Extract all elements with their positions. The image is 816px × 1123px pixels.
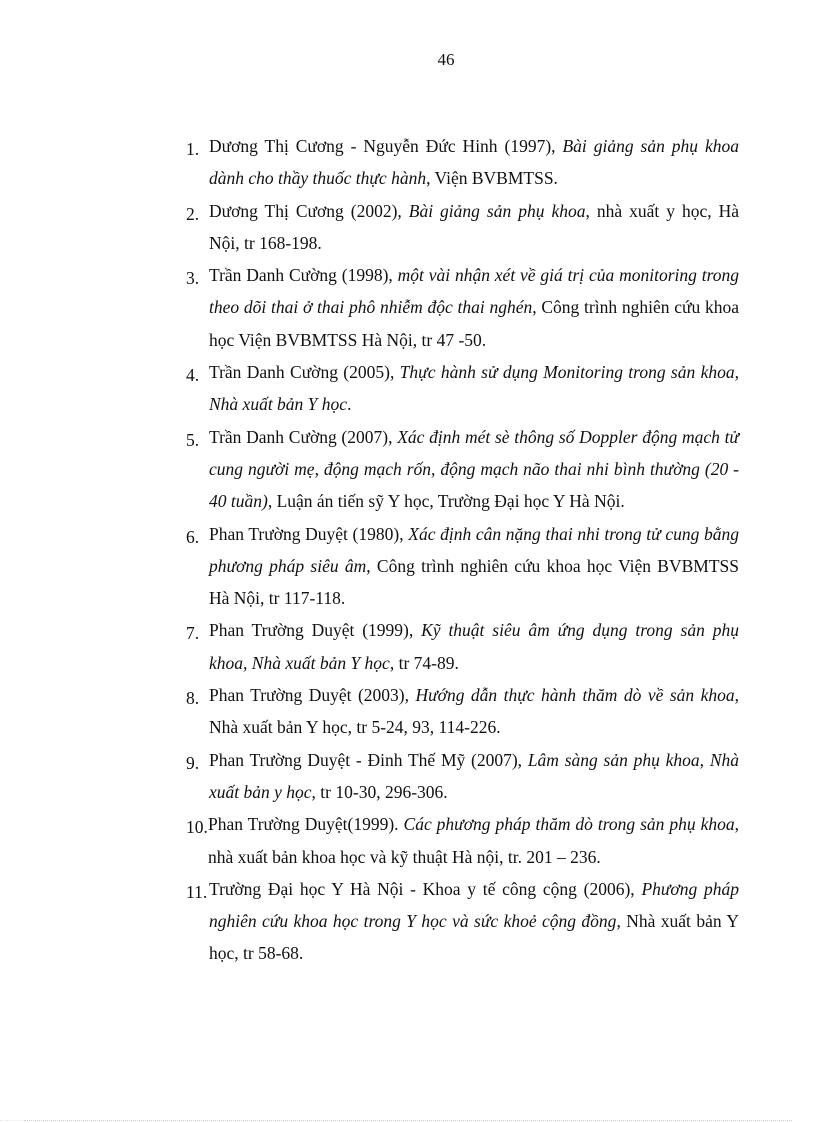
reference-number: 3. xyxy=(186,268,200,289)
reference-authors: Trần Danh Cường (2007), xyxy=(209,426,398,447)
page-bottom-divider xyxy=(24,1120,792,1121)
reference-publisher: , Nhà xuất bản Y học, tr 58-68. xyxy=(209,911,739,964)
reference-authors: Trần Danh Cường (2005), xyxy=(209,362,400,383)
reference-title: Các phương pháp thăm dò trong sản phụ khoa xyxy=(403,814,735,835)
reference-number: 1. xyxy=(186,139,200,159)
reference-title: Lâm sàng sản phụ khoa, Nhà xuất bản y học xyxy=(209,749,739,802)
reference-title: Thực hành sử dụng Monitoring trong sản khoa, Nhà xuất bản Y học xyxy=(209,362,739,415)
reference-number: 4. xyxy=(186,365,200,386)
reference-number: 5. xyxy=(186,429,200,450)
reference-authors: Phan Trường Duyệt(1999). xyxy=(208,814,404,835)
reference-number: 2. xyxy=(186,203,200,224)
reference-item xyxy=(186,614,739,679)
reference-title: Hướng dẫn thực hành thăm dò về sản khoa xyxy=(415,685,735,706)
reference-item xyxy=(186,873,739,970)
reference-publisher: , Nhà xuất bản Y học, tr 5-24, 93, 114-226. xyxy=(209,685,739,738)
reference-publisher: . xyxy=(347,394,352,415)
reference-authors: Trường Đại học Y Hà Nội - Khoa y tế công cộng (2006), xyxy=(209,878,642,899)
reference-item xyxy=(186,421,739,518)
reference-item xyxy=(186,518,739,615)
page-edge-divider xyxy=(0,1120,24,1121)
reference-publisher: , Viện BVBMTSS. xyxy=(426,168,558,189)
reference-title: Phương pháp nghiên cứu khoa học trong Y học và sức khoẻ cộng đồng xyxy=(209,878,739,932)
reference-publisher: , Luận án tiến sỹ Y học, Trường Đại học Y Hà Nội. xyxy=(267,491,625,512)
reference-authors: Phan Trường Duyệt (2003), xyxy=(209,685,416,706)
reference-title: Kỹ thuật siêu âm ứng dụng trong sản phụ khoa, Nhà xuất bản Y học xyxy=(209,620,739,673)
reference-number: 10. xyxy=(186,817,208,838)
reference-title: một vài nhận xét về giá trị của monitoring trong theo dõi thai ở thai phô nhiễm độc thai nghén xyxy=(209,265,739,318)
reference-number: 8. xyxy=(186,688,200,709)
reference-title: Bài giảng sản phụ khoa xyxy=(408,200,586,221)
reference-number: 11. xyxy=(186,881,208,902)
reference-authors: Phan Trường Duyệt (1999), xyxy=(209,620,422,641)
page-number: 46 xyxy=(437,50,455,69)
reference-number: 9. xyxy=(186,752,200,773)
reference-authors: Trần Danh Cường (1998), xyxy=(209,265,398,286)
reference-list xyxy=(186,130,739,970)
reference-publisher: , Công trình nghiên cứu khoa học Viện BVBMTSS Hà Nội, tr 117-118. xyxy=(209,555,739,609)
reference-authors: Dương Thị Cương (2002), xyxy=(209,200,409,221)
reference-item xyxy=(186,808,739,873)
reference-item xyxy=(186,679,739,744)
reference-authors: Dương Thị Cương - Nguyễn Đức Hinh (1997), xyxy=(209,136,563,156)
reference-authors: Phan Trường Duyệt - Đinh Thế Mỹ (2007), xyxy=(209,749,528,770)
reference-item xyxy=(186,130,739,195)
reference-title: Xác định mét sè thông số Doppler động mạch tử cung người mẹ, động mạch rốn, động mạch não thai nhi bình thường (20 - 40 tuần) xyxy=(209,426,739,512)
reference-title: Bài giảng sản phụ khoa dành cho thầy thuốc thực hành xyxy=(209,136,739,189)
reference-publisher: , tr 74-89. xyxy=(389,652,459,673)
reference-authors: Phan Trường Duyệt (1980), xyxy=(209,523,409,544)
reference-number: 7. xyxy=(186,623,200,644)
reference-item xyxy=(186,259,739,356)
reference-publisher: , Công trình nghiên cứu khoa học Viện BVBMTSS Hà Nội, tr 47 -50. xyxy=(209,297,739,350)
reference-item xyxy=(186,195,739,260)
reference-publisher: , nhà xuất bản khoa học và kỹ thuật Hà nội, tr. 201 – 236. xyxy=(208,814,739,867)
reference-item xyxy=(186,744,739,809)
reference-title: Xác định cân nặng thai nhi trong tử cung bằng phương pháp siêu âm xyxy=(209,523,740,576)
reference-publisher: , nhà xuất y học, Hà Nội, tr 168-198. xyxy=(209,200,739,253)
reference-item xyxy=(186,356,739,421)
reference-number: 6. xyxy=(186,526,200,547)
reference-publisher: , tr 10-30, 296-306. xyxy=(311,781,448,802)
